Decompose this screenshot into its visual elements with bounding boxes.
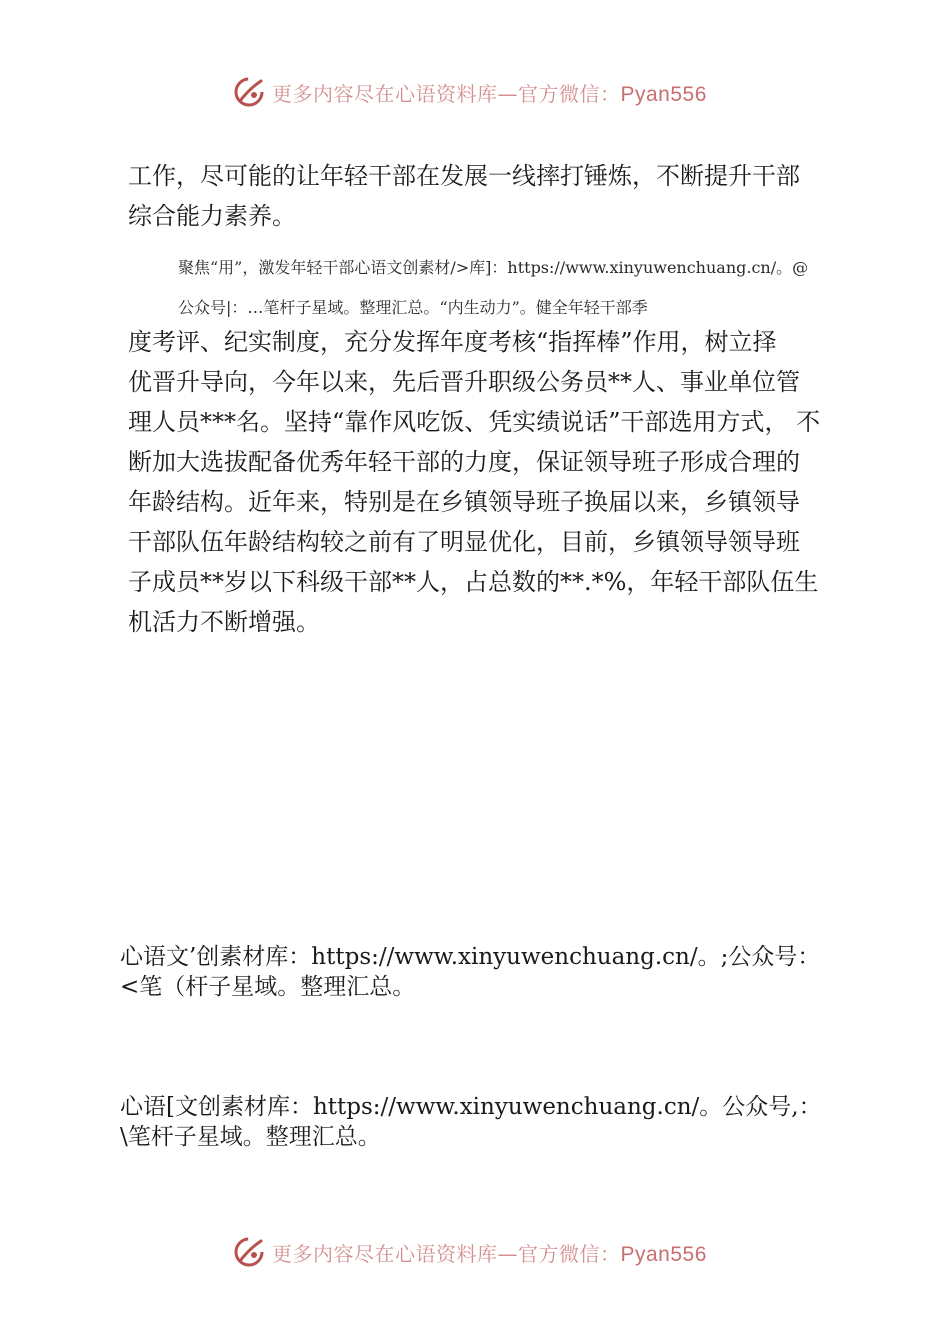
text-line: <笔（杆子星域。整理汇总。 (120, 974, 416, 1000)
watermark-line-1: 聚焦“用”，激发年轻干部心语文创素材/>库]：https://www.xinyuwenchuang.cn/。@ (178, 258, 809, 277)
footer-banner-text: 更多内容尽在心语资料库—官方微信：Pyan556 (272, 1241, 707, 1266)
text-line: 工作，尽可能的让年轻干部在发展一线摔打锤炼，不断提升干部 (128, 162, 800, 190)
text-line: 优晋升导向，今年以来，先后晋升职级公务员**人、事业单位管 (128, 368, 800, 396)
paragraph-intro (128, 156, 800, 236)
text-line: 心语文’创素材库：https://www.xinyuwenchuang.cn/。;公众号： (120, 944, 821, 970)
wechat-handle: Pyan556 (620, 1242, 707, 1266)
wechat-handle: Pyan556 (620, 82, 707, 106)
watermark-line-2: 公众号|：…笔杆子星域。整理汇总。“内生动力”。健全年轻干部季 (178, 298, 648, 317)
paragraph-main (128, 322, 820, 642)
text-line: 理人员***名。坚持“靠作风吃饭、凭实绩说话”干部选用方式， 不 (128, 408, 821, 436)
footer-banner (232, 1232, 752, 1272)
text-line: 子成员**岁以下科级干部**人，占总数的**.*%，年轻干部队伍生 (128, 568, 819, 596)
brush-circle-logo-icon (232, 1235, 266, 1269)
brush-circle-logo-icon (232, 75, 266, 109)
footer-note-2 (120, 1092, 822, 1152)
text-line: 断加大选拔配备优秀年轻干部的力度，保证领导班子形成合理的 (128, 448, 800, 476)
text-line: 度考评、纪实制度，充分发挥年度考核“指挥棒”作用，树立择 (128, 328, 777, 356)
text-line: 心语[文创素材库：https://www.xinyuwenchuang.cn/。公众号,： (120, 1094, 822, 1120)
text-line: 年龄结构。近年来，特别是在乡镇领导班子换届以来，乡镇领导 (128, 488, 800, 516)
header-banner-text: 更多内容尽在心语资料库—官方微信：Pyan556 (272, 81, 707, 106)
text-line: 干部队伍年龄结构较之前有了明显优化，目前，乡镇领导领导班 (128, 528, 800, 556)
footer-note-1 (120, 942, 820, 1002)
text-line: 综合能力素养。 (128, 202, 296, 230)
header-banner (232, 72, 752, 112)
text-line: 机活力不断增强。 (128, 608, 320, 636)
text-line: \笔杆子星域。整理汇总。 (120, 1124, 381, 1150)
